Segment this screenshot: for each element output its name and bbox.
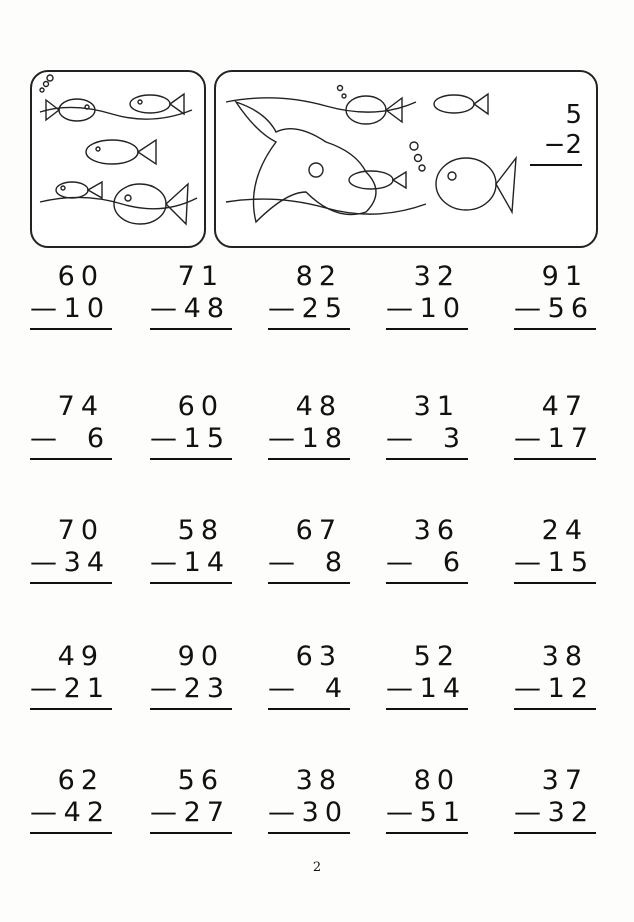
subtrahend-row: [386, 294, 468, 326]
minus-sign: —: [150, 797, 177, 828]
subtrahend-row: [514, 294, 596, 326]
minus-sign: —: [514, 797, 541, 828]
minus-sign: —: [30, 293, 57, 324]
subtrahend: 15: [183, 423, 230, 454]
subtraction-problem: [268, 262, 350, 330]
subtrahend: 27: [183, 797, 230, 828]
subtraction-problem: [150, 766, 232, 834]
minuend: 52: [413, 641, 460, 672]
subtrahend-row: [268, 548, 350, 580]
subtrahend-row: [268, 424, 350, 456]
subtrahend: 21: [63, 673, 110, 704]
answer-line: [150, 708, 232, 710]
subtraction-problem: [150, 516, 232, 584]
subtrahend: 30: [301, 797, 348, 828]
answer-line: [268, 458, 350, 460]
example-bottom-number: 2: [565, 130, 582, 160]
subtraction-problem: [386, 392, 468, 460]
minus-sign: —: [150, 547, 177, 578]
minus-sign: —: [268, 293, 295, 324]
subtraction-problem: [30, 262, 112, 330]
minuend: 36: [413, 515, 460, 546]
subtraction-problem: [150, 262, 232, 330]
minuend: 48: [295, 391, 342, 422]
subtrahend: 48: [183, 293, 230, 324]
minuend: 24: [541, 515, 588, 546]
minuend: 49: [57, 641, 104, 672]
subtrahend: 4: [324, 673, 348, 704]
answer-line: [514, 832, 596, 834]
minus-sign: —: [514, 673, 541, 704]
subtrahend: 6: [86, 423, 110, 454]
subtraction-problem: [150, 392, 232, 460]
subtrahend: 25: [301, 293, 348, 324]
subtraction-problem: [514, 262, 596, 330]
subtrahend-row: [386, 548, 468, 580]
minus-sign: —: [268, 797, 295, 828]
minuend: 63: [295, 641, 342, 672]
minus-sign: —: [150, 423, 177, 454]
subtrahend-row: [30, 674, 112, 706]
answer-line: [268, 832, 350, 834]
subtrahend-row: [30, 548, 112, 580]
answer-line: [386, 458, 468, 460]
subtrahend-row: [150, 798, 232, 830]
minus-sign: —: [268, 547, 295, 578]
minus-sign: —: [268, 673, 295, 704]
subtraction-problem: [386, 262, 468, 330]
minus-sign: —: [514, 423, 541, 454]
minus-sign: —: [386, 293, 413, 324]
subtraction-problem: [268, 766, 350, 834]
subtrahend: 32: [547, 797, 594, 828]
subtraction-problem: [386, 516, 468, 584]
minuend: 62: [57, 765, 104, 796]
subtrahend-row: [386, 674, 468, 706]
answer-line: [386, 328, 468, 330]
minuend: 56: [177, 765, 224, 796]
answer-line: [514, 708, 596, 710]
minuend: 80: [413, 765, 460, 796]
answer-line: [268, 708, 350, 710]
answer-line: [386, 708, 468, 710]
subtraction-problem: [514, 516, 596, 584]
subtrahend-row: [514, 548, 596, 580]
subtrahend-row: [268, 294, 350, 326]
minus-sign: −: [543, 130, 566, 160]
minus-sign: —: [30, 547, 57, 578]
minus-sign: —: [150, 673, 177, 704]
subtrahend-row: [30, 294, 112, 326]
minuend: 60: [177, 391, 224, 422]
example-top-number: 5: [565, 100, 582, 130]
answer-line: [150, 582, 232, 584]
answer-line: [514, 328, 596, 330]
subtrahend: 15: [547, 547, 594, 578]
subtrahend-row: [268, 798, 350, 830]
subtrahend: 51: [419, 797, 466, 828]
minuend: 37: [541, 765, 588, 796]
minus-sign: —: [150, 293, 177, 324]
minus-sign: —: [30, 797, 57, 828]
minuend: 47: [541, 391, 588, 422]
subtraction-problem: [268, 516, 350, 584]
minuend: 90: [177, 641, 224, 672]
minus-sign: —: [386, 797, 413, 828]
minuend: 91: [541, 261, 588, 292]
subtraction-problem: [30, 642, 112, 710]
minus-sign: —: [386, 673, 413, 704]
minus-sign: —: [386, 547, 413, 578]
subtraction-problem: [386, 766, 468, 834]
answer-line: [514, 458, 596, 460]
minuend: 32: [413, 261, 460, 292]
subtraction-problem: [514, 642, 596, 710]
answer-line: [30, 832, 112, 834]
minuend: 70: [57, 515, 104, 546]
minus-sign: —: [386, 423, 413, 454]
subtrahend: 3: [442, 423, 466, 454]
subtrahend-row: [30, 798, 112, 830]
subtrahend: 56: [547, 293, 594, 324]
subtrahend-row: [150, 294, 232, 326]
subtrahend: 42: [63, 797, 110, 828]
minuend: 71: [177, 261, 224, 292]
minus-sign: —: [514, 293, 541, 324]
answer-line: [150, 458, 232, 460]
subtraction-problem: [514, 392, 596, 460]
subtrahend: 18: [301, 423, 348, 454]
minuend: 67: [295, 515, 342, 546]
minuend: 31: [413, 391, 460, 422]
subtrahend: 8: [324, 547, 348, 578]
minuend: 82: [295, 261, 342, 292]
answer-line: [268, 328, 350, 330]
minuend: 38: [295, 765, 342, 796]
subtrahend: 12: [547, 673, 594, 704]
subtrahend: 14: [183, 547, 230, 578]
subtrahend-row: [514, 674, 596, 706]
page-number: 2: [312, 860, 322, 875]
minuend: 60: [57, 261, 104, 292]
answer-line: [386, 582, 468, 584]
subtrahend-row: [150, 674, 232, 706]
subtrahend: 34: [63, 547, 110, 578]
subtraction-problem: [150, 642, 232, 710]
subtraction-problem: [514, 766, 596, 834]
subtrahend: 23: [183, 673, 230, 704]
subtraction-problem: [30, 516, 112, 584]
minuend: 38: [541, 641, 588, 672]
subtraction-problem: [268, 642, 350, 710]
subtrahend-row: [268, 674, 350, 706]
answer-line: [268, 582, 350, 584]
subtrahend-row: [30, 424, 112, 456]
subtrahend-row: [150, 548, 232, 580]
subtraction-problem: [268, 392, 350, 460]
minus-sign: —: [30, 673, 57, 704]
answer-line: [150, 832, 232, 834]
answer-line: [514, 582, 596, 584]
minuend: 74: [57, 391, 104, 422]
subtraction-problem: [30, 392, 112, 460]
subtraction-problem: [386, 642, 468, 710]
minus-sign: —: [514, 547, 541, 578]
minuend: 58: [177, 515, 224, 546]
subtrahend: 6: [442, 547, 466, 578]
subtrahend: 14: [419, 673, 466, 704]
minus-sign: —: [30, 423, 57, 454]
subtraction-problem: [30, 766, 112, 834]
subtrahend-row: [514, 798, 596, 830]
answer-line: [386, 832, 468, 834]
subtrahend: 10: [63, 293, 110, 324]
minus-sign: —: [268, 423, 295, 454]
answer-line: [30, 582, 112, 584]
subtrahend-row: [150, 424, 232, 456]
answer-line: [30, 458, 112, 460]
subtrahend: 10: [419, 293, 466, 324]
subtrahend-row: [514, 424, 596, 456]
answer-line: [150, 328, 232, 330]
subtrahend: 17: [547, 423, 594, 454]
answer-line: [30, 328, 112, 330]
answer-line: [30, 708, 112, 710]
subtrahend-row: [386, 798, 468, 830]
subtrahend-row: [386, 424, 468, 456]
